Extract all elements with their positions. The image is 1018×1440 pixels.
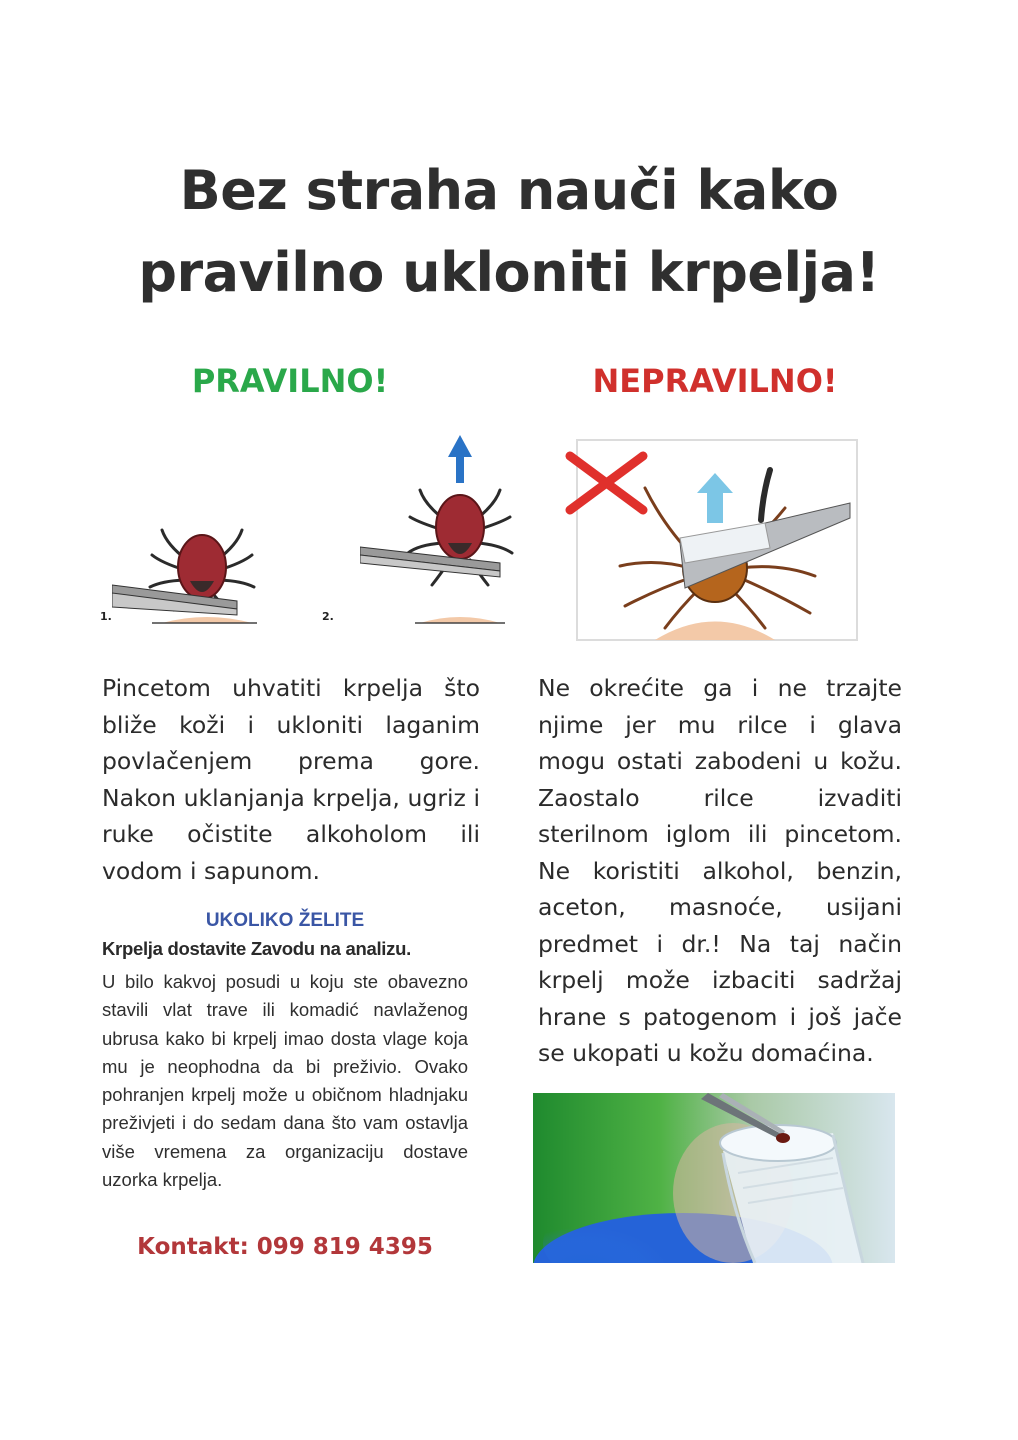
tick-step-1-illustration: [112, 515, 262, 625]
info-body: U bilo kakvoj posudi u koju ste obavezno stavili vlat trave ili komadić navlaženog ubrusa kako bi krpelj imao dosta vlage koja mu je neophodna da bi preživio. Ovako pohranjen krpelj može u običnom hladnjaku preživjeti i do sedam dana što vam ostavlja više vremena za organizaciju dostave uzorka krpelja.: [102, 971, 468, 1191]
step-number-1: 1.: [100, 610, 112, 623]
label-correct: PRAVILNO!: [191, 362, 389, 400]
title-line-2: pravilno ukloniti krpelja!: [138, 241, 880, 304]
info-bold-line: Krpelja dostavite Zavodu na analizu.: [102, 938, 411, 959]
step-number-2: 2.: [322, 610, 334, 623]
page-title: [0, 150, 1018, 314]
tick-step-2-illustration: [360, 435, 520, 625]
contact-phone: Kontakt: 099 819 4395: [137, 1234, 433, 1260]
info-heading: UKOLIKO ŽELITE: [205, 910, 365, 931]
tick-incorrect-illustration: [565, 438, 860, 643]
incorrect-method-text: Ne okrećite ga i ne trzajte njime jer mu rilce i glava mogu ostati zabodeni u kožu. Zaostalo rilce izvaditi sterilnom iglom ili pincetom. Ne koristiti alkohol, benzin, aceton, masnoće, usijani predmet i dr.! Na taj način krpelj može izbaciti sadržaj hrane s patogenom i još jače se ukopati u kožu domaćina.: [538, 674, 902, 1067]
correct-method-text: Pincetom uhvatiti krpelja što bliže koži i ukloniti laganim povlačenjem prema gore. Nakon uklanjanja krpelja, ugriz i ruke očistite alkoholom ili vodom i sapunom.: [102, 674, 480, 885]
title-line-1: Bez straha nauči kako: [179, 159, 839, 222]
tick-sample-photo: [533, 1093, 895, 1263]
label-incorrect: NEPRAVILNO!: [592, 362, 838, 400]
